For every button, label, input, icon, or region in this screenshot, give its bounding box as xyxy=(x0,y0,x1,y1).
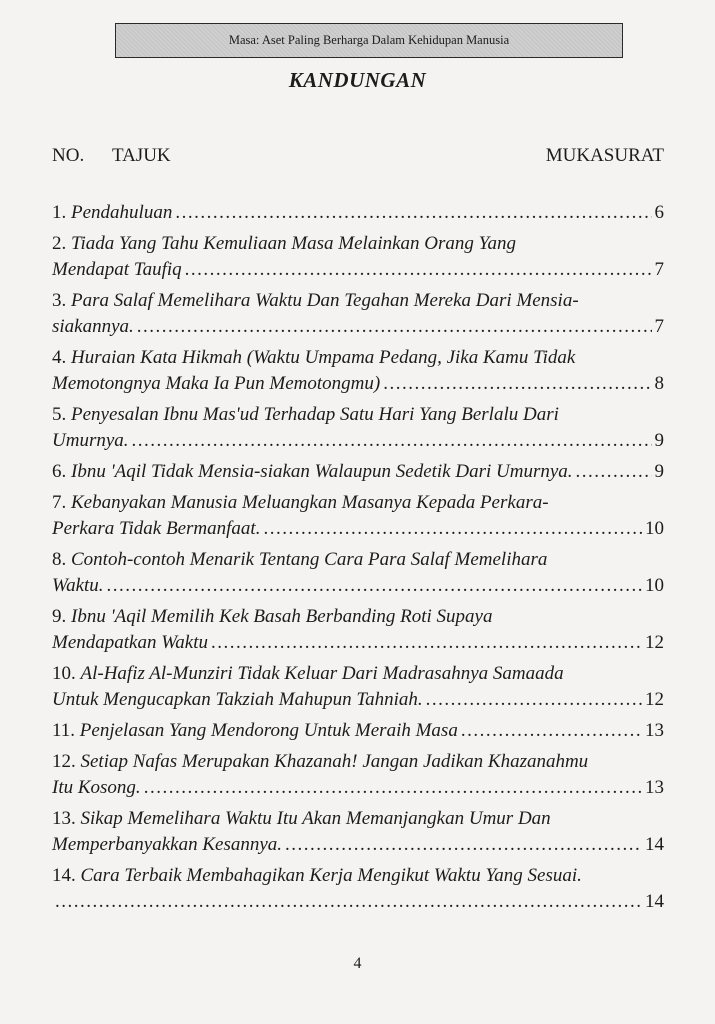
dot-leader xyxy=(144,775,642,801)
entry-number: 13. xyxy=(52,808,76,829)
toc-entry xyxy=(52,661,664,713)
entry-page: 12 xyxy=(645,632,664,653)
toc-entry xyxy=(52,459,664,485)
toc-entry xyxy=(52,345,664,397)
toc-entry xyxy=(52,288,664,340)
entry-title: Cara Terbaik Membahagikan Kerja Mengikut Waktu Yang Sesuai. xyxy=(80,865,582,886)
entry-number: 3. xyxy=(52,290,67,311)
dot-leader xyxy=(285,832,642,858)
page-title: KANDUNGAN xyxy=(288,68,427,92)
entry-number: 8. xyxy=(52,549,67,570)
toc-entry xyxy=(52,863,664,915)
entry-title: Para Salaf Memelihara Waktu Dan Tegahan Mereka Dari Mensia- xyxy=(71,290,579,311)
entry-number: 7. xyxy=(52,492,67,513)
toc-entry xyxy=(52,231,664,283)
entry-lead xyxy=(52,200,172,226)
entry-title: Pendahuluan xyxy=(71,202,173,223)
entry-title-continued: Perkara Tidak Bermanfaat. xyxy=(52,518,261,539)
toc-entry xyxy=(52,749,664,801)
entry-page: 9 xyxy=(654,430,664,451)
entry-number: 12. xyxy=(52,751,76,772)
toc-entry xyxy=(52,718,664,744)
entry-title-continued: Mendapat Taufiq xyxy=(52,259,182,280)
dot-leader xyxy=(175,200,651,226)
entry-page: 6 xyxy=(654,202,664,223)
dot-leader xyxy=(185,257,652,283)
entry-page: 12 xyxy=(645,689,664,710)
entry-title: Huraian Kata Hikmah (Waktu Umpama Pedang, Jika Kamu Tidak xyxy=(71,347,576,368)
entry-title: Penyesalan Ibnu Mas'ud Terhadap Satu Hari Yang Berlalu Dari xyxy=(71,404,559,425)
running-header xyxy=(115,23,623,58)
entry-title: Kebanyakan Manusia Meluangkan Masanya Kepada Perkara- xyxy=(71,492,549,513)
entry-page: 14 xyxy=(645,891,664,912)
entry-number: 1. xyxy=(52,202,67,223)
entry-page: 14 xyxy=(645,834,664,855)
entry-title-continued: Itu Kosong. xyxy=(52,777,141,798)
dot-leader xyxy=(461,718,642,744)
toc-entry xyxy=(52,490,664,542)
entry-title-continued: siakannya. xyxy=(52,316,134,337)
toc-entry xyxy=(52,604,664,656)
entry-title: Setiap Nafas Merupakan Khazanah! Jangan Jadikan Khazanahmu xyxy=(80,751,589,772)
entry-number: 6. xyxy=(52,461,67,482)
entry-number: 4. xyxy=(52,347,67,368)
dot-leader xyxy=(211,630,642,656)
dot-leader xyxy=(137,314,652,340)
toc-entry xyxy=(52,402,664,454)
column-tajuk: TAJUK xyxy=(112,145,171,166)
entry-number: 9. xyxy=(52,606,67,627)
entry-page: 9 xyxy=(654,461,664,482)
dot-leader xyxy=(55,889,642,915)
toc-entry xyxy=(52,547,664,599)
entry-page: 10 xyxy=(645,518,664,539)
entry-page: 10 xyxy=(645,575,664,596)
entry-title-continued: Memotongnya Maka Ia Pun Memotongmu) xyxy=(52,373,381,394)
dot-leader xyxy=(263,516,642,542)
entry-page: 13 xyxy=(645,720,664,741)
dot-leader xyxy=(107,573,642,599)
entry-title: Sikap Memelihara Waktu Itu Akan Memanjangkan Umur Dan xyxy=(80,808,551,829)
entry-page: 7 xyxy=(654,316,664,337)
entry-number: 11. xyxy=(52,720,76,741)
entry-title-continued: Untuk Mengucapkan Takziah Mahupun Tahniah. xyxy=(52,689,423,710)
entry-number: 10. xyxy=(52,663,76,684)
entry-title-continued: Umurnya. xyxy=(52,430,129,451)
dot-leader xyxy=(132,428,652,454)
entry-title: Ibnu 'Aqil Tidak Mensia-siakan Walaupun Sedetik Dari Umurnya. xyxy=(71,461,573,482)
entry-title: Contoh-contoh Menarik Tentang Cara Para Salaf Memelihara xyxy=(71,549,548,570)
entry-lead xyxy=(52,459,573,485)
entry-number: 14. xyxy=(52,865,76,886)
entry-title: Ibnu 'Aqil Memilih Kek Basah Berbanding Roti Supaya xyxy=(71,606,493,627)
dot-leader xyxy=(383,371,651,397)
dot-leader xyxy=(576,459,652,485)
page-number: 4 xyxy=(353,955,362,972)
toc-entry xyxy=(52,200,664,226)
entry-title: Al-Hafiz Al-Munziri Tidak Keluar Dari Madrasahnya Samaada xyxy=(80,663,564,684)
column-no: NO. xyxy=(52,145,85,166)
entry-page: 7 xyxy=(654,259,664,280)
entry-lead xyxy=(52,718,458,744)
entry-title-continued: Waktu. xyxy=(52,575,104,596)
entry-number: 2. xyxy=(52,233,67,254)
entry-title: Tiada Yang Tahu Kemuliaan Masa Melainkan Orang Yang xyxy=(71,233,516,254)
entry-title: Penjelasan Yang Mendorong Untuk Meraih Masa xyxy=(79,720,458,741)
toc-entry xyxy=(52,806,664,858)
toc-list xyxy=(52,200,664,920)
entry-title-continued: Mendapatkan Waktu xyxy=(52,632,209,653)
column-headers xyxy=(52,145,664,167)
entry-page: 13 xyxy=(645,777,664,798)
running-title: Masa: Aset Paling Berharga Dalam Kehidupan Manusia xyxy=(228,33,510,47)
entry-number: 5. xyxy=(52,404,67,425)
entry-title-continued: Memperbanyakkan Kesannya. xyxy=(52,834,283,855)
dot-leader xyxy=(426,687,642,713)
entry-page: 8 xyxy=(654,373,664,394)
column-page: MUKASURAT xyxy=(545,145,664,166)
